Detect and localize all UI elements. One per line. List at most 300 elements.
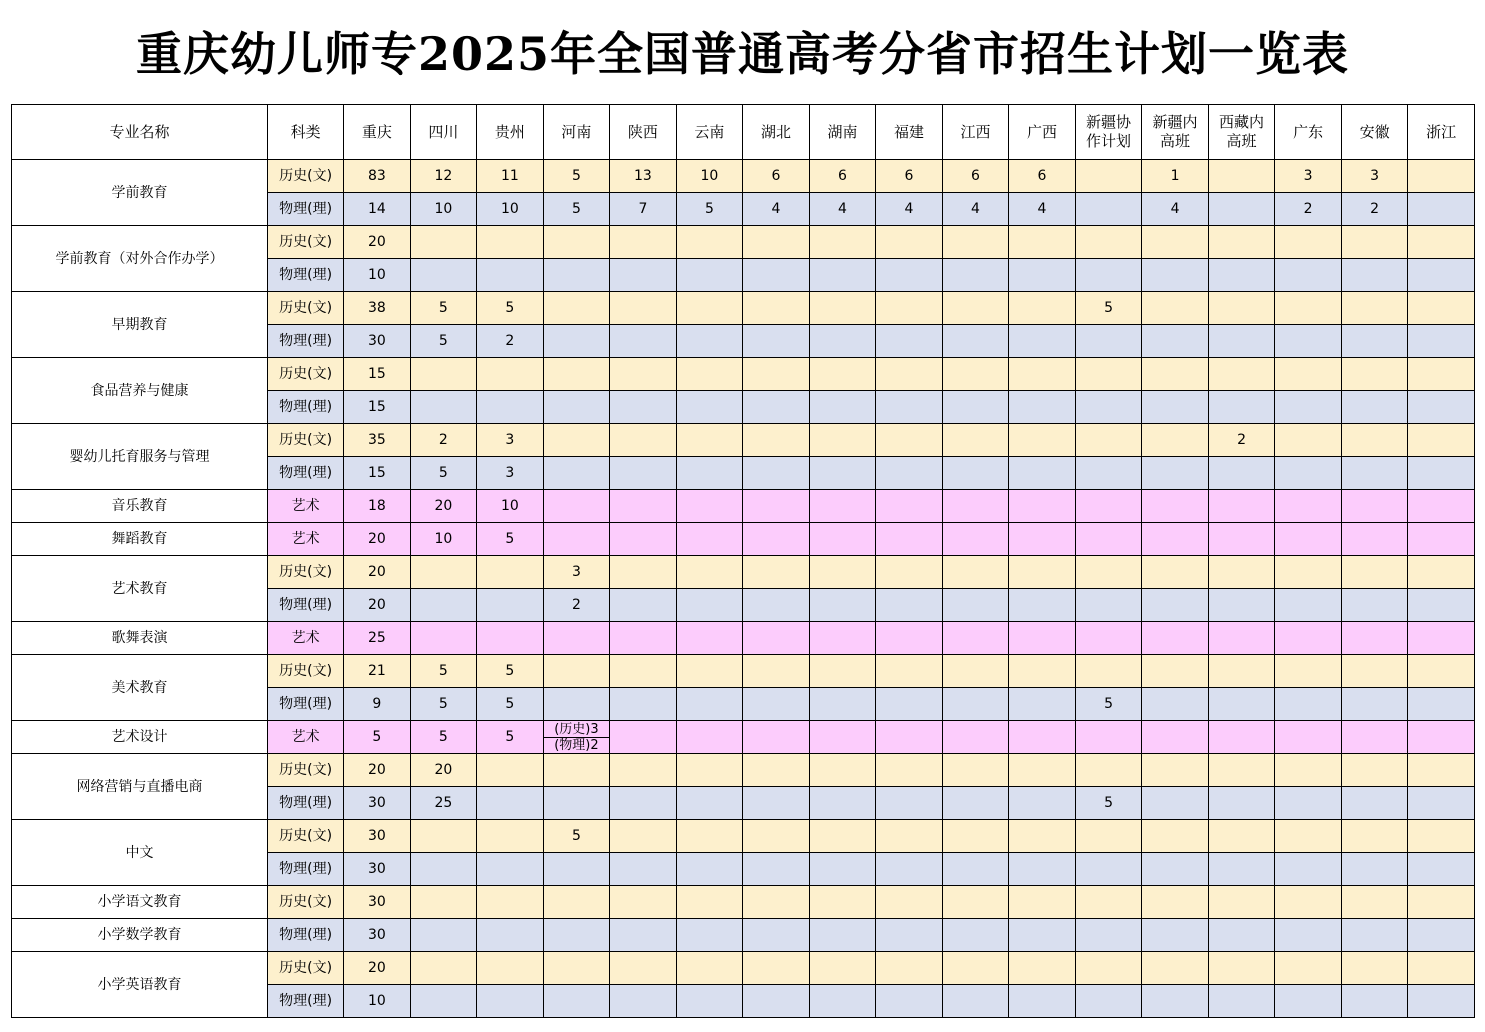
subject-type: 历史(文) (268, 820, 344, 853)
quota-cell (1009, 490, 1076, 523)
quota-cell: 2 (410, 424, 477, 457)
quota-cell (676, 358, 743, 391)
quota-cell (1208, 490, 1275, 523)
header-province: 广西 (1009, 105, 1076, 160)
quota-cell: 21 (344, 655, 411, 688)
quota-cell (1275, 787, 1342, 820)
quota-cell (1341, 886, 1408, 919)
quota-cell: 2 (1275, 193, 1342, 226)
quota-cell (543, 985, 610, 1018)
quota-cell (1075, 325, 1142, 358)
quota-cell (543, 226, 610, 259)
quota-cell (809, 391, 876, 424)
quota-cell (1208, 226, 1275, 259)
quota-cell: 5 (477, 523, 544, 556)
quota-cell (610, 292, 677, 325)
quota-cell: 5 (410, 457, 477, 490)
quota-cell (1341, 688, 1408, 721)
quota-cell: 10 (477, 490, 544, 523)
quota-cell (1275, 589, 1342, 622)
quota-cell (743, 985, 810, 1018)
quota-physics: (物理)2 (554, 737, 599, 753)
quota-cell (1142, 259, 1209, 292)
quota-cell (1009, 820, 1076, 853)
quota-cell (1142, 424, 1209, 457)
quota-cell (809, 622, 876, 655)
quota-cell: 7 (610, 193, 677, 226)
quota-cell (743, 589, 810, 622)
quota-cell (1275, 688, 1342, 721)
quota-cell (543, 886, 610, 919)
quota-cell (876, 886, 943, 919)
quota-cell (743, 259, 810, 292)
quota-cell (1408, 490, 1475, 523)
quota-cell (876, 820, 943, 853)
table-row (12, 820, 1475, 853)
quota-cell (1009, 589, 1076, 622)
quota-cell (676, 754, 743, 787)
quota-cell (1075, 754, 1142, 787)
table-row (12, 490, 1475, 523)
quota-cell (543, 325, 610, 358)
quota-cell (1408, 820, 1475, 853)
quota-cell (809, 358, 876, 391)
quota-cell (809, 787, 876, 820)
quota-cell: 83 (344, 160, 411, 193)
quota-cell (1275, 391, 1342, 424)
quota-cell (543, 292, 610, 325)
quota-cell (1142, 952, 1209, 985)
quota-cell (743, 655, 810, 688)
quota-cell (1075, 391, 1142, 424)
quota-cell (477, 589, 544, 622)
quota-cell (1075, 622, 1142, 655)
quota-cell (942, 721, 1009, 754)
quota-cell (1009, 952, 1076, 985)
quota-cell: 14 (344, 193, 411, 226)
quota-cell (1341, 259, 1408, 292)
table-row (12, 226, 1475, 259)
quota-cell (410, 589, 477, 622)
quota-cell-split (543, 721, 610, 754)
quota-cell (1142, 886, 1209, 919)
quota-cell (1208, 622, 1275, 655)
quota-cell (543, 358, 610, 391)
quota-cell (477, 952, 544, 985)
quota-cell (743, 688, 810, 721)
quota-cell (743, 523, 810, 556)
quota-cell (543, 853, 610, 886)
table-row (12, 952, 1475, 985)
table-row (12, 721, 1475, 754)
quota-cell (676, 424, 743, 457)
quota-cell (1142, 523, 1209, 556)
quota-cell (477, 358, 544, 391)
quota-cell (809, 820, 876, 853)
quota-cell: 5 (477, 721, 544, 754)
quota-cell (743, 622, 810, 655)
quota-cell (410, 259, 477, 292)
quota-cell (477, 919, 544, 952)
quota-cell (1275, 556, 1342, 589)
quota-cell (543, 655, 610, 688)
quota-cell (1408, 721, 1475, 754)
major-name: 美术教育 (12, 655, 268, 721)
quota-cell: 30 (344, 886, 411, 919)
quota-cell (477, 391, 544, 424)
quota-cell: 20 (344, 556, 411, 589)
quota-cell (676, 523, 743, 556)
quota-cell (610, 952, 677, 985)
quota-cell (1341, 754, 1408, 787)
quota-cell (1275, 985, 1342, 1018)
quota-cell (1408, 523, 1475, 556)
quota-cell (1142, 556, 1209, 589)
quota-cell (1341, 556, 1408, 589)
quota-cell (410, 853, 477, 886)
quota-cell (610, 490, 677, 523)
quota-cell: 6 (743, 160, 810, 193)
major-name: 小学数学教育 (12, 919, 268, 952)
quota-cell (1341, 325, 1408, 358)
quota-cell (876, 325, 943, 358)
header-province: 新疆内高班 (1142, 105, 1209, 160)
quota-cell (610, 622, 677, 655)
subject-type: 艺术 (268, 622, 344, 655)
quota-cell (1142, 325, 1209, 358)
quota-cell (809, 490, 876, 523)
quota-cell: 20 (344, 589, 411, 622)
quota-cell (1075, 193, 1142, 226)
quota-cell (1341, 853, 1408, 886)
quota-cell: 20 (410, 754, 477, 787)
quota-cell (676, 556, 743, 589)
quota-cell (1075, 523, 1142, 556)
quota-cell (610, 787, 677, 820)
quota-cell (1009, 556, 1076, 589)
quota-cell (1208, 457, 1275, 490)
quota-cell: 20 (410, 490, 477, 523)
subject-type: 物理(理) (268, 919, 344, 952)
quota-cell (1341, 226, 1408, 259)
header-province: 贵州 (477, 105, 544, 160)
quota-cell (1208, 985, 1275, 1018)
quota-cell (477, 853, 544, 886)
quota-cell: 3 (543, 556, 610, 589)
quota-cell (543, 688, 610, 721)
quota-history: (历史)3 (544, 722, 610, 738)
quota-cell (942, 952, 1009, 985)
quota-cell (1275, 457, 1342, 490)
quota-cell (1408, 292, 1475, 325)
quota-cell (410, 226, 477, 259)
quota-cell (676, 688, 743, 721)
quota-cell (1075, 820, 1142, 853)
major-name: 艺术教育 (12, 556, 268, 622)
quota-cell (809, 853, 876, 886)
subject-type: 历史(文) (268, 556, 344, 589)
quota-cell (1275, 292, 1342, 325)
quota-cell (743, 952, 810, 985)
quota-cell (743, 325, 810, 358)
major-name: 音乐教育 (12, 490, 268, 523)
quota-cell (1009, 622, 1076, 655)
quota-cell (610, 589, 677, 622)
quota-cell (1341, 523, 1408, 556)
quota-cell (1075, 424, 1142, 457)
quota-cell (543, 622, 610, 655)
quota-cell (1009, 721, 1076, 754)
quota-cell (676, 985, 743, 1018)
quota-cell: 5 (1075, 292, 1142, 325)
quota-cell (477, 226, 544, 259)
subject-type: 艺术 (268, 523, 344, 556)
quota-cell (676, 226, 743, 259)
quota-cell (1275, 358, 1342, 391)
quota-cell (1208, 919, 1275, 952)
quota-cell (1009, 655, 1076, 688)
quota-cell (1208, 886, 1275, 919)
quota-cell: 15 (344, 391, 411, 424)
quota-cell (743, 424, 810, 457)
quota-cell (1075, 556, 1142, 589)
quota-cell (1075, 589, 1142, 622)
quota-cell (1142, 721, 1209, 754)
quota-cell: 10 (676, 160, 743, 193)
quota-cell (809, 919, 876, 952)
quota-cell (477, 820, 544, 853)
quota-cell (410, 919, 477, 952)
quota-cell (610, 985, 677, 1018)
quota-cell: 38 (344, 292, 411, 325)
quota-cell (1142, 787, 1209, 820)
quota-cell (809, 325, 876, 358)
quota-cell (809, 556, 876, 589)
quota-cell (477, 622, 544, 655)
quota-cell (543, 952, 610, 985)
quota-cell (876, 754, 943, 787)
quota-cell: 4 (743, 193, 810, 226)
quota-cell: 4 (876, 193, 943, 226)
quota-cell (1208, 754, 1275, 787)
quota-cell (876, 688, 943, 721)
subject-type: 物理(理) (268, 589, 344, 622)
quota-cell (1142, 655, 1209, 688)
quota-cell: 20 (344, 952, 411, 985)
quota-cell: 5 (477, 688, 544, 721)
quota-cell: 20 (344, 754, 411, 787)
quota-cell (942, 754, 1009, 787)
quota-cell (676, 292, 743, 325)
quota-cell (809, 259, 876, 292)
quota-cell (743, 556, 810, 589)
quota-cell (1208, 556, 1275, 589)
quota-cell (1009, 259, 1076, 292)
quota-cell (876, 292, 943, 325)
quota-cell (1341, 589, 1408, 622)
quota-cell: 5 (410, 688, 477, 721)
quota-cell (1009, 226, 1076, 259)
quota-cell: 2 (1208, 424, 1275, 457)
quota-cell (1408, 391, 1475, 424)
quota-cell: 5 (410, 655, 477, 688)
quota-cell (1408, 985, 1475, 1018)
quota-cell (676, 391, 743, 424)
quota-cell (1341, 787, 1408, 820)
quota-cell: 11 (477, 160, 544, 193)
quota-cell (676, 886, 743, 919)
quota-cell: 3 (477, 457, 544, 490)
quota-cell: 13 (610, 160, 677, 193)
quota-cell: 5 (543, 820, 610, 853)
header-province: 四川 (410, 105, 477, 160)
quota-cell (942, 919, 1009, 952)
quota-cell (676, 622, 743, 655)
quota-cell (1208, 292, 1275, 325)
quota-cell (1275, 325, 1342, 358)
quota-cell (1341, 622, 1408, 655)
quota-cell (743, 490, 810, 523)
subject-type: 历史(文) (268, 160, 344, 193)
quota-cell: 5 (410, 325, 477, 358)
quota-cell (942, 589, 1009, 622)
quota-cell (942, 325, 1009, 358)
quota-cell (1208, 820, 1275, 853)
quota-cell (809, 985, 876, 1018)
header-province: 西藏内高班 (1208, 105, 1275, 160)
quota-cell (1341, 919, 1408, 952)
quota-cell: 5 (410, 721, 477, 754)
quota-cell: 9 (344, 688, 411, 721)
subject-type: 物理(理) (268, 985, 344, 1018)
quota-cell (876, 523, 943, 556)
quota-cell: 18 (344, 490, 411, 523)
quota-cell (1142, 688, 1209, 721)
quota-cell (610, 358, 677, 391)
quota-cell (1142, 622, 1209, 655)
major-name: 早期教育 (12, 292, 268, 358)
subject-type: 历史(文) (268, 292, 344, 325)
quota-cell (610, 754, 677, 787)
quota-cell (1142, 391, 1209, 424)
quota-cell (1275, 886, 1342, 919)
quota-cell (1208, 952, 1275, 985)
quota-cell (610, 523, 677, 556)
quota-cell: 5 (543, 193, 610, 226)
quota-cell (1208, 259, 1275, 292)
quota-cell (610, 259, 677, 292)
quota-cell (477, 259, 544, 292)
quota-cell (1275, 853, 1342, 886)
subject-type: 历史(文) (268, 358, 344, 391)
quota-cell: 10 (344, 259, 411, 292)
major-name: 学前教育 (12, 160, 268, 226)
quota-cell (942, 391, 1009, 424)
quota-cell (1142, 853, 1209, 886)
quota-cell: 30 (344, 820, 411, 853)
quota-cell (610, 457, 677, 490)
quota-cell (410, 820, 477, 853)
table-row (12, 523, 1475, 556)
quota-cell (1408, 622, 1475, 655)
quota-cell (1208, 160, 1275, 193)
quota-cell (809, 952, 876, 985)
quota-cell: 10 (410, 193, 477, 226)
quota-cell (610, 424, 677, 457)
page-title: 重庆幼儿师专2025年全国普通高考分省市招生计划一览表 (135, 27, 1350, 81)
major-name: 艺术设计 (12, 721, 268, 754)
quota-cell (610, 688, 677, 721)
quota-cell (610, 325, 677, 358)
quota-cell (410, 985, 477, 1018)
quota-cell (610, 391, 677, 424)
quota-cell: 3 (1341, 160, 1408, 193)
quota-cell (876, 853, 943, 886)
header-province: 湖北 (743, 105, 810, 160)
quota-cell (1009, 787, 1076, 820)
quota-cell (543, 919, 610, 952)
quota-cell (1142, 589, 1209, 622)
table-row (12, 919, 1475, 952)
quota-cell (743, 226, 810, 259)
quota-cell (876, 457, 943, 490)
quota-cell (1341, 985, 1408, 1018)
quota-cell (610, 853, 677, 886)
quota-cell (942, 292, 1009, 325)
quota-cell (809, 292, 876, 325)
quota-cell (743, 754, 810, 787)
quota-cell: 5 (543, 160, 610, 193)
quota-cell (1075, 655, 1142, 688)
quota-cell (1408, 688, 1475, 721)
quota-cell (676, 457, 743, 490)
quota-cell: 6 (942, 160, 1009, 193)
header-province: 广东 (1275, 105, 1342, 160)
quota-cell (876, 655, 943, 688)
header-province: 重庆 (344, 105, 411, 160)
table-row (12, 655, 1475, 688)
quota-cell (1208, 358, 1275, 391)
quota-cell (1009, 391, 1076, 424)
quota-cell: 12 (410, 160, 477, 193)
header-province: 浙江 (1408, 105, 1475, 160)
quota-cell (676, 721, 743, 754)
quota-cell (477, 985, 544, 1018)
quota-cell (876, 589, 943, 622)
subject-type: 物理(理) (268, 457, 344, 490)
header-province: 陕西 (610, 105, 677, 160)
table-row (12, 358, 1475, 391)
quota-cell (809, 523, 876, 556)
major-name: 婴幼儿托育服务与管理 (12, 424, 268, 490)
quota-cell: 5 (676, 193, 743, 226)
quota-cell: 20 (344, 226, 411, 259)
quota-cell: 15 (344, 358, 411, 391)
quota-cell (1275, 523, 1342, 556)
quota-cell (942, 424, 1009, 457)
quota-cell (743, 358, 810, 391)
quota-cell: 4 (1142, 193, 1209, 226)
quota-cell (1075, 457, 1142, 490)
quota-cell: 5 (344, 721, 411, 754)
major-name: 小学英语教育 (12, 952, 268, 1018)
quota-cell (1009, 457, 1076, 490)
quota-cell (1341, 490, 1408, 523)
table-row (12, 622, 1475, 655)
quota-cell (942, 556, 1009, 589)
quota-cell (743, 721, 810, 754)
major-name: 学前教育（对外合作办学） (12, 226, 268, 292)
